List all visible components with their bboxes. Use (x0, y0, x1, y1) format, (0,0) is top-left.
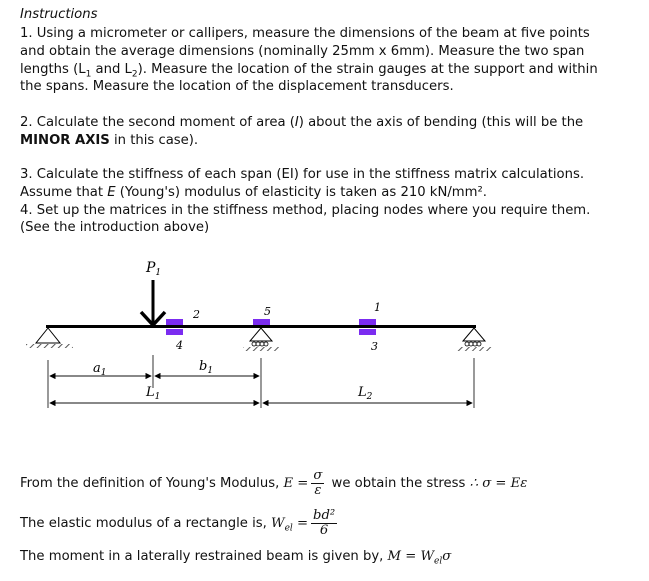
gauge-label-5: 5 (264, 305, 271, 318)
young-numerator: σ (313, 467, 323, 483)
moment-line (20, 548, 451, 571)
strain-gauge-5 (253, 319, 270, 325)
load-sub: 1 (155, 268, 162, 278)
beam-diagram (0, 250, 649, 415)
elastic-eq: = (292, 516, 309, 531)
moment-text: The moment in a laterally restrained beam is given by, (20, 549, 388, 564)
dim-L1-sub: 1 (154, 392, 161, 402)
step1-sub1: 1 (85, 69, 92, 80)
young-lhs: E = (283, 476, 309, 491)
middle-roller-support (243, 328, 279, 351)
dim-L2-label: $L_2$ (358, 385, 373, 402)
strain-gauge-3 (359, 329, 376, 335)
elastic-lhs: W (271, 516, 285, 531)
step3-line1: 3. Calculate the stiffness of each span (EI) for use in the stiffness matrix calculations. (20, 167, 585, 182)
dim-a1-label: $a_1$ (93, 361, 107, 378)
moment-sub: el (434, 556, 443, 567)
gauge-label-3: 3 (371, 340, 378, 353)
step1-text-a: lengths (L (20, 62, 86, 77)
extension-lines (48, 355, 474, 408)
step2-line1 (20, 114, 583, 132)
step3-text-c: . (482, 185, 487, 200)
step3-text-b: (Young's) modulus of elasticity is taken as 210 kN/mm² (115, 185, 483, 200)
elastic-modulus-line (20, 508, 340, 545)
left-pin-support (26, 328, 73, 348)
young-mid: we obtain the stress (327, 476, 470, 491)
step2-text-c: in this case). (109, 133, 199, 148)
step1-sub2: 2 (131, 69, 138, 80)
strain-gauge-4 (166, 329, 183, 335)
step1-text-b: and L (91, 62, 132, 77)
step1-line2: and obtain the average dimensions (nominally 25mm x 6mm). Measure the two span (20, 44, 585, 59)
step3-text-a: Assume that (20, 185, 108, 200)
gauge-label-1: 1 (374, 301, 381, 314)
dim-a1-sub: 1 (100, 368, 107, 378)
elastic-numerator: bd² (313, 507, 336, 523)
strain-gauge-1 (359, 319, 376, 325)
elastic-denominator: 6 (319, 522, 329, 538)
dim-b1-label: $b_1$ (199, 359, 214, 376)
young-modulus-line (20, 468, 527, 500)
strain-gauge-2 (166, 319, 183, 325)
step3-line2 (20, 184, 487, 202)
moment-eq: M = W (387, 549, 435, 564)
right-roller-support (456, 328, 492, 351)
gauge-label-4: 4 (176, 339, 183, 352)
step4-line2: (See the introduction above) (20, 220, 210, 235)
young-result: ∴ σ = Eε (469, 476, 528, 491)
step2-text-a: 2. Calculate the second moment of area ( (20, 115, 295, 130)
step3-E: E (107, 185, 116, 200)
step2-line2 (20, 132, 198, 150)
elastic-lhs-sub: el (284, 523, 293, 534)
load-label: $P_1$ (146, 260, 162, 278)
step2-text-b: ) about the axis of bending (this will be the (298, 115, 584, 130)
step1-text-c: ). Measure the location of the strain gauges at the support and within (137, 62, 598, 77)
step2-bold: MINOR AXIS (20, 133, 110, 148)
step2-I: I (294, 115, 299, 130)
young-denominator: ε (314, 482, 322, 498)
load-arrow (141, 280, 165, 325)
gauge-label-2: 2 (193, 308, 200, 321)
step4-line1: 4. Set up the matrices in the stiffness method, placing nodes where you require them. (20, 203, 591, 218)
elastic-fraction (311, 509, 337, 538)
dim-L2-sub: 2 (366, 392, 373, 402)
dim-L1-label: $L_1$ (146, 385, 161, 402)
elastic-text: The elastic modulus of a rectangle is, (20, 516, 271, 531)
moment-sigma: σ (442, 549, 452, 564)
young-text: From the definition of Young's Modulus, (20, 476, 284, 491)
dim-b1-sub: 1 (207, 366, 214, 376)
step1-line1: 1. Using a micrometer or callipers, measure the dimensions of the beam at five points (20, 26, 590, 41)
instructions-heading: Instructions (20, 7, 98, 22)
young-fraction (311, 469, 324, 498)
step1-line4: the spans. Measure the location of the displacement transducers. (20, 79, 454, 94)
